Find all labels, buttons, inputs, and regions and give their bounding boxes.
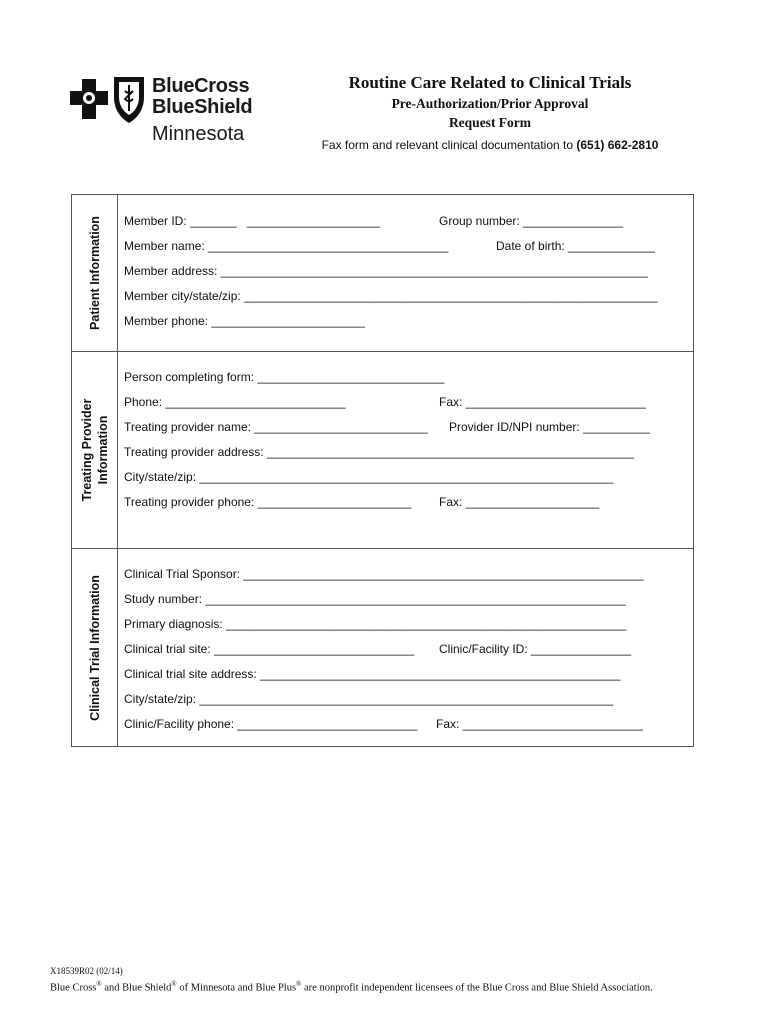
facility-fax-field[interactable]: Fax: ___________________________ [436, 717, 643, 731]
patient-section-label: Patient Information [87, 216, 102, 330]
member-name-field[interactable]: Member name: ____________________________________ [124, 239, 449, 253]
member-phone-field[interactable]: Member phone: _______________________ [124, 314, 365, 328]
facility-id-field[interactable]: Clinic/Facility ID: _______________ [439, 642, 632, 656]
trial-site-address-field[interactable]: Clinical trial site address: ______________________________________________________ [124, 667, 621, 681]
footer-reg-2: ® [171, 980, 177, 988]
footer-part-4: are nonprofit independent licensees of the Blue Cross and Blue Shield Association. [301, 982, 653, 994]
patient-section [72, 195, 693, 351]
provider-name-field[interactable]: Treating provider name: __________________________ [124, 420, 428, 434]
title-block [300, 72, 680, 132]
logo-line-1: BlueCross [152, 75, 250, 97]
logo-line-2: BlueShield [152, 96, 253, 118]
provider-label-line-1: Treating Provider [79, 398, 94, 502]
form-code: X18539R02 (02/14) [50, 966, 123, 976]
page-subtitle-2: Request Form [448, 115, 532, 130]
page-title: Routine Care Related to Clinical Trials [348, 73, 632, 92]
member-address-field[interactable]: Member address: ________________________________________________________________ [124, 264, 648, 278]
trial-section-label: Clinical Trial Information [87, 574, 102, 721]
provider-npi-field[interactable]: Provider ID/NPI number: __________ [449, 420, 650, 434]
fax-instruction-text: Fax form and relevant clinical documentation to [321, 138, 574, 152]
primary-diagnosis-field[interactable]: Primary diagnosis: ____________________________________________________________ [124, 617, 627, 631]
provider-section-label [79, 399, 111, 502]
facility-phone-field[interactable]: Clinic/Facility phone: ___________________________ [124, 717, 418, 731]
request-form [71, 194, 694, 747]
page-subtitle-1: Pre-Authorization/Prior Approval [391, 96, 589, 111]
trial-label-column [72, 549, 118, 746]
provider-section [72, 351, 693, 548]
fax-instruction [260, 138, 720, 152]
footer-part-1: Blue Cross [50, 982, 97, 994]
footer-disclaimer [50, 980, 653, 994]
trial-city-field[interactable]: City/state/zip: ______________________________________________________________ [124, 692, 614, 706]
date-of-birth-field[interactable]: Date of birth: _____________ [496, 239, 655, 253]
logo-line-3: Minnesota [152, 123, 245, 145]
trial-section [72, 548, 693, 746]
footer-part-3: of Minnesota and Blue Plus [176, 982, 297, 994]
provider-label-line-2: Information [95, 415, 110, 485]
provider-address-field[interactable]: Treating provider address: _______________________________________________________ [124, 445, 635, 459]
bcbs-logo [70, 73, 270, 148]
trial-sponsor-field[interactable]: Clinical Trial Sponsor: ____________________________________________________________ [124, 567, 644, 581]
cross-shield-icon [70, 73, 148, 125]
trial-site-field[interactable]: Clinical trial site: ______________________________ [124, 642, 415, 656]
member-id-field[interactable]: Member ID: _______ ____________________ [124, 214, 381, 228]
treating-provider-fax-field[interactable]: Fax: ____________________ [439, 495, 600, 509]
footer-reg-1: ® [96, 980, 102, 988]
provider-city-field[interactable]: City/state/zip: ______________________________________________________________ [124, 470, 614, 484]
study-number-field[interactable]: Study number: _______________________________________________________________ [124, 592, 626, 606]
footer-reg-3: ® [296, 980, 302, 988]
group-number-field[interactable]: Group number: _______________ [439, 214, 624, 228]
member-city-field[interactable]: Member city/state/zip: ______________________________________________________________ [124, 289, 658, 303]
fax-number: (651) 662-2810 [576, 138, 659, 152]
footer-part-2: and Blue Shield [101, 982, 172, 994]
person-completing-field[interactable]: Person completing form: ____________________________ [124, 370, 445, 384]
provider-label-column [72, 352, 118, 548]
provider-fax-field[interactable]: Fax: ___________________________ [439, 395, 646, 409]
patient-label-column [72, 195, 118, 351]
treating-provider-phone-field[interactable]: Treating provider phone: _______________________ [124, 495, 412, 509]
provider-phone-field[interactable]: Phone: ___________________________ [124, 395, 346, 409]
